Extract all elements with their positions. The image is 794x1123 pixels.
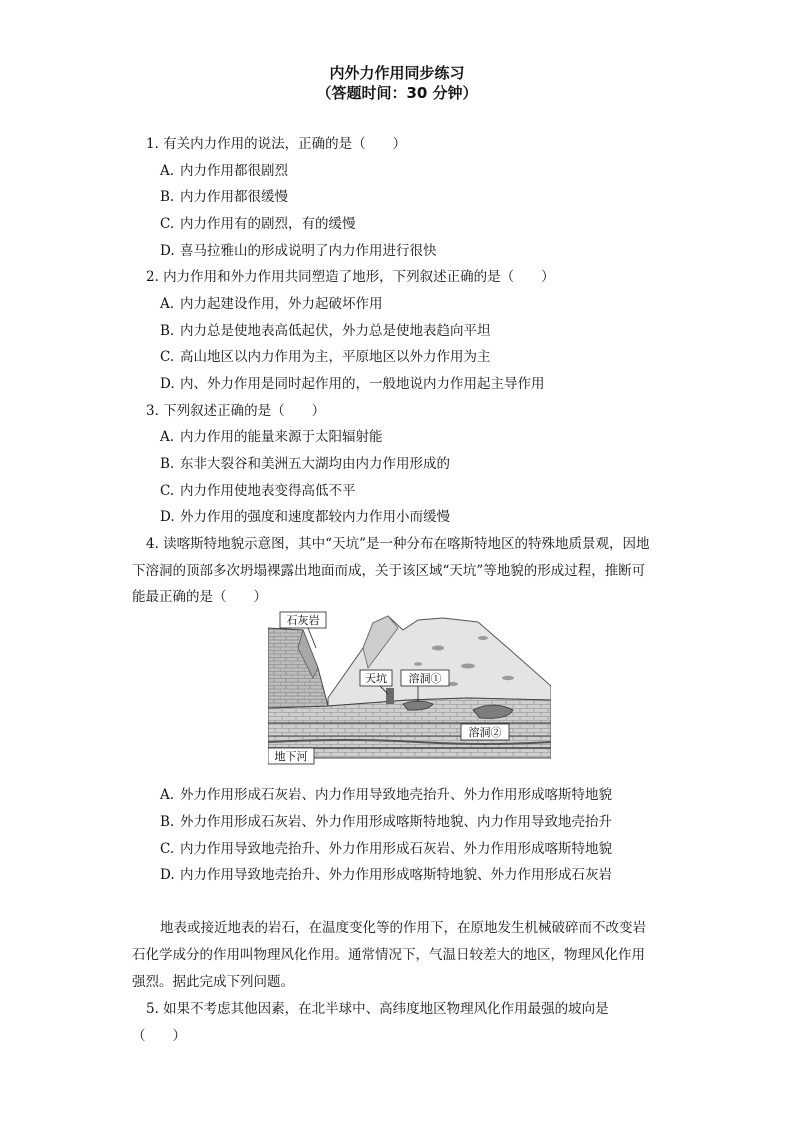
- option-key: D.: [160, 867, 175, 883]
- surface-hole: [478, 636, 488, 640]
- sinkhole-shaft: [386, 688, 394, 704]
- option-key: B.: [160, 189, 175, 205]
- option-text: 内、外力作用是同时起作用的，一般地说内力作用起主导作用: [180, 376, 545, 392]
- question-4-stem-line-1: 4. 读喀斯特地貌示意图，其中“天坑”是一种分布在喀斯特地区的特殊地质景观，因地: [146, 536, 650, 552]
- option-text: 高山地区以内力作用为主，平原地区以外力作用为主: [180, 349, 491, 365]
- question-2-option-b: [160, 319, 491, 339]
- option-key: C.: [160, 349, 175, 365]
- option-key: C.: [160, 216, 175, 232]
- page-subtitle: （答题时间：30 分钟）: [316, 84, 478, 102]
- label-cave-1-text: 溶洞①: [408, 672, 442, 685]
- option-key: B.: [160, 456, 175, 472]
- option-key: C.: [160, 841, 175, 857]
- surface-hole: [414, 662, 422, 666]
- question-2-stem: 2. 内力作用和外力作用共同塑造了地形，下列叙述正确的是（ ）: [146, 269, 555, 285]
- option-key: B.: [160, 323, 175, 339]
- option-text: 内力作用导致地壳抬升、外力作用形成喀斯特地貌、外力作用形成石灰岩: [180, 867, 612, 883]
- page-title: 内外力作用同步练习: [329, 64, 465, 82]
- option-text: 内力作用都很剧烈: [180, 163, 288, 179]
- option-text: 喜马拉雅山的形成说明了内力作用进行很快: [180, 243, 437, 259]
- label-limestone: [280, 612, 326, 628]
- question-3-stem: 3. 下列叙述正确的是（ ）: [146, 403, 326, 419]
- option-text: 内力总是使地表高低起伏，外力总是使地表趋向平坦: [180, 323, 491, 339]
- label-cave-1: [401, 670, 449, 686]
- label-sinkhole-text: 天坑: [365, 672, 387, 685]
- question-3-option-b: [160, 452, 450, 472]
- surface-hole: [448, 682, 458, 686]
- label-limestone-text: 石灰岩: [286, 614, 320, 627]
- question-4-option-c: [160, 837, 612, 857]
- question-5-blank: （ ）: [132, 1028, 186, 1044]
- option-key: A.: [160, 163, 175, 179]
- option-text: 东非大裂谷和美洲五大湖均由内力作用形成的: [180, 456, 450, 472]
- option-text: 内力起建设作用，外力起破坏作用: [180, 296, 383, 312]
- option-text: 外力作用形成石灰岩、内力作用导致地壳抬升、外力作用形成喀斯特地貌: [180, 787, 612, 803]
- question-1-option-a: [160, 159, 288, 179]
- option-key: A.: [160, 296, 175, 312]
- option-key: D.: [160, 509, 175, 525]
- option-key: D.: [160, 376, 175, 392]
- question-5-stem: 5. 如果不考虑其他因素，在北半球中、高纬度地区物理风化作用最强的坡向是: [146, 1001, 609, 1017]
- question-2-option-d: [160, 372, 545, 392]
- left-cliff: [268, 628, 328, 708]
- label-sinkhole: [360, 670, 392, 686]
- surface-top: [328, 616, 551, 706]
- label-underground-river-text: 地下河: [274, 750, 308, 763]
- option-key: D.: [160, 243, 175, 259]
- question-1-option-c: [160, 212, 356, 232]
- label-cave-2-text: 溶洞②: [468, 726, 502, 739]
- question-4-stem-line-3: 能最正确的是（ ）: [132, 589, 267, 605]
- question-4-option-d: [160, 863, 612, 883]
- option-text: 内力作用使地表变得高低不平: [180, 483, 356, 499]
- surface-hole: [432, 646, 444, 651]
- surface-hole: [502, 676, 514, 680]
- question-4-option-b: [160, 810, 612, 830]
- question-3-option-a: [160, 425, 383, 445]
- option-key: A.: [160, 429, 175, 445]
- passage-line-1: 地表或接近地表的岩石，在温度变化等的作用下，在原地发生机械破碎而不改变岩: [160, 920, 646, 936]
- question-2-option-a: [160, 292, 383, 312]
- surface-hole: [461, 664, 475, 669]
- question-3-option-c: [160, 479, 356, 499]
- option-text: 内力作用的能量来源于太阳辐射能: [180, 429, 383, 445]
- option-text: 内力作用有的剧烈，有的缓慢: [180, 216, 356, 232]
- label-underground-river: [268, 748, 314, 764]
- option-key: B.: [160, 814, 175, 830]
- question-1-stem: 1. 有关内力作用的说法，正确的是（ ）: [146, 136, 407, 152]
- passage-line-3: 强烈。据此完成下列问题。: [132, 974, 294, 990]
- question-4-stem-line-2: 下溶洞的顶部多次坍塌裸露出地面而成，关于该区域“天坑”等地貌的形成过程，推断可: [132, 563, 646, 579]
- option-key: A.: [160, 787, 175, 803]
- option-text: 外力作用形成石灰岩、外力作用形成喀斯特地貌、内力作用导致地壳抬升: [180, 814, 612, 830]
- option-text: 外力作用的强度和速度都较内力作用小而缓慢: [180, 509, 450, 525]
- label-cave-2: [461, 724, 509, 740]
- passage-line-2: 石化学成分的作用叫物理风化作用。通常情况下，气温日较差大的地区，物理风化作用: [132, 947, 645, 963]
- option-text: 内力作用都很缓慢: [180, 189, 288, 205]
- question-1-option-b: [160, 185, 288, 205]
- option-text: 内力作用导致地壳抬升、外力作用形成石灰岩、外力作用形成喀斯特地貌: [180, 841, 612, 857]
- question-2-option-c: [160, 345, 491, 365]
- karst-landform-diagram: [268, 608, 551, 766]
- question-1-option-d: [160, 239, 437, 259]
- option-key: C.: [160, 483, 175, 499]
- question-4-option-a: [160, 783, 612, 803]
- question-3-option-d: [160, 505, 450, 525]
